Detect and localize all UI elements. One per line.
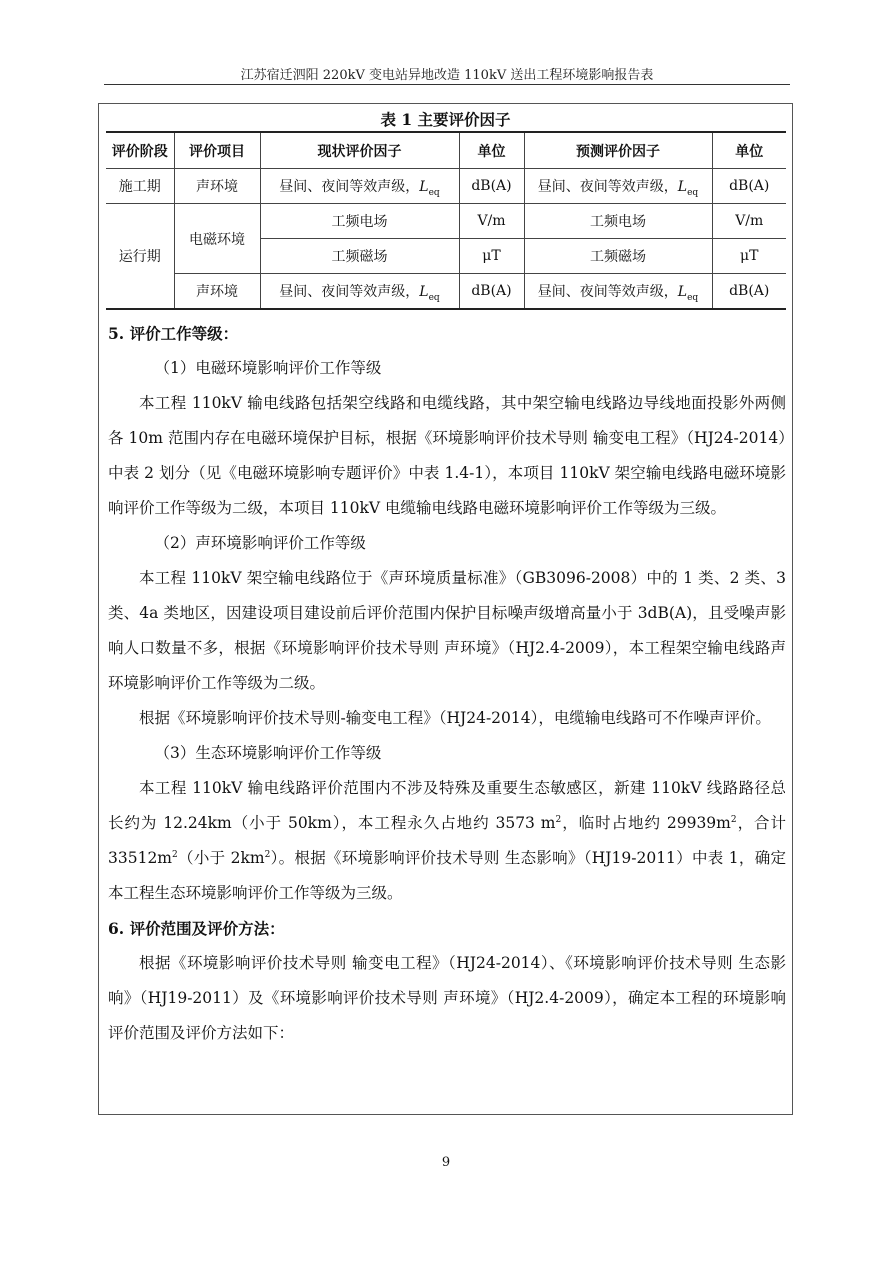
cell-stage: 运行期 xyxy=(106,204,174,310)
section-6-title: 6. 评价范围及评价方法： xyxy=(108,919,285,938)
cell-predict: 工频电场 xyxy=(524,204,712,239)
cell-unit: V/m xyxy=(712,204,786,239)
header-stage: 评价阶段 xyxy=(106,132,174,169)
table-row xyxy=(106,169,786,204)
body-text xyxy=(108,316,786,1051)
cell-item: 电磁环境 xyxy=(174,204,260,274)
table-row xyxy=(106,204,786,239)
cell-stage: 施工期 xyxy=(106,169,174,204)
cell-predict: 工频磁场 xyxy=(524,239,712,274)
cell-predict: 昼间、夜间等效声级，$L_{eq}$ xyxy=(524,274,712,310)
section-5-subheading-2: （2）声环境影响评价工作等级 xyxy=(154,534,366,552)
cell-unit: dB(A) xyxy=(712,274,786,310)
cell-item: 声环境 xyxy=(174,274,260,310)
table-header-row xyxy=(106,132,786,169)
factors-table xyxy=(106,131,786,310)
header-unit-2: 单位 xyxy=(712,132,786,169)
header-item: 评价项目 xyxy=(174,132,260,169)
page-number: 9 xyxy=(441,1155,451,1170)
header-predict-factor: 预测评价因子 xyxy=(524,132,712,169)
section-5-subheading-3: （3）生态环境影响评价工作等级 xyxy=(154,744,382,762)
cell-current: 昼间、夜间等效声级，$L_{eq}$ xyxy=(260,169,459,204)
header-current-factor: 现状评价因子 xyxy=(260,132,459,169)
cell-unit: μT xyxy=(459,239,524,274)
cell-unit: V/m xyxy=(459,204,524,239)
paragraph: 本工程 110kV 架空输电线路位于《声环境质量标准》（GB3096-2008）中的 1 类、2 类、3 类、4a 类地区，因建设项目建设前后评价范围内保护目标噪声级增高量小于 3dB(A)，且受噪声影响人口数量不多，根据《环境影响评价技术导则 声环境》（HJ2.4-2009），本工程架空输电线路声环境影响评价工作等级为二级。 xyxy=(108,569,786,692)
paragraph: 本工程 110kV 输电线路评价范围内不涉及特殊及重要生态敏感区，新建 110kV 线路路径总长约为 12.24km（小于 50km），本工程永久占地约 3573 $m^2$，临时占地约 $29939m^2$，合计 $33512m^2$（小于 $2km^2$）。根据《环境影响评价技术导则 生态影响》（HJ19-2011）中表 1，确定本工程生态环境影响评价工作等级为三级。 xyxy=(108,779,786,902)
paragraph: 根据《环境影响评价技术导则-输变电工程》（HJ24-2014），电缆输电线路可不作噪声评价。 xyxy=(139,709,771,727)
section-5-title: 5. 评价工作等级： xyxy=(108,324,239,343)
header-rule xyxy=(104,84,790,85)
cell-predict: 昼间、夜间等效声级，$L_{eq}$ xyxy=(524,169,712,204)
cell-current: 工频磁场 xyxy=(260,239,459,274)
page-header: 江苏宿迁泗阳 220kV 变电站异地改造 110kV 送出工程环境影响报告表 xyxy=(240,68,654,83)
cell-item: 声环境 xyxy=(174,169,260,204)
header-unit: 单位 xyxy=(459,132,524,169)
cell-unit: dB(A) xyxy=(459,169,524,204)
cell-current: 昼间、夜间等效声级，$L_{eq}$ xyxy=(260,274,459,310)
cell-unit: dB(A) xyxy=(712,169,786,204)
cell-unit: dB(A) xyxy=(459,274,524,310)
paragraph: 根据《环境影响评价技术导则 输变电工程》（HJ24-2014）、《环境影响评价技术导则 生态影响》（HJ19-2011）及《环境影响评价技术导则 声环境》（HJ2.4-2009），确定本工程的环境影响评价范围及评价方法如下： xyxy=(108,954,786,1042)
section-5-subheading-1: （1）电磁环境影响评价工作等级 xyxy=(154,359,382,377)
cell-unit: μT xyxy=(712,239,786,274)
cell-current: 工频电场 xyxy=(260,204,459,239)
table-title: 表 1 主要评价因子 xyxy=(380,110,511,129)
table-row xyxy=(106,274,786,310)
paragraph: 本工程 110kV 输电线路包括架空线路和电缆线路，其中架空输电线路边导线地面投影外两侧各 10m 范围内存在电磁环境保护目标，根据《环境影响评价技术导则 输变电工程》（HJ24-2014）中表 2 划分（见《电磁环境影响专题评价》中表 1.4-1），本项目 110kV 架空输电线路电磁环境影响评价工作等级为二级，本项目 110kV 电缆输电线路电磁环境影响评价工作等级为三级。 xyxy=(108,394,786,517)
